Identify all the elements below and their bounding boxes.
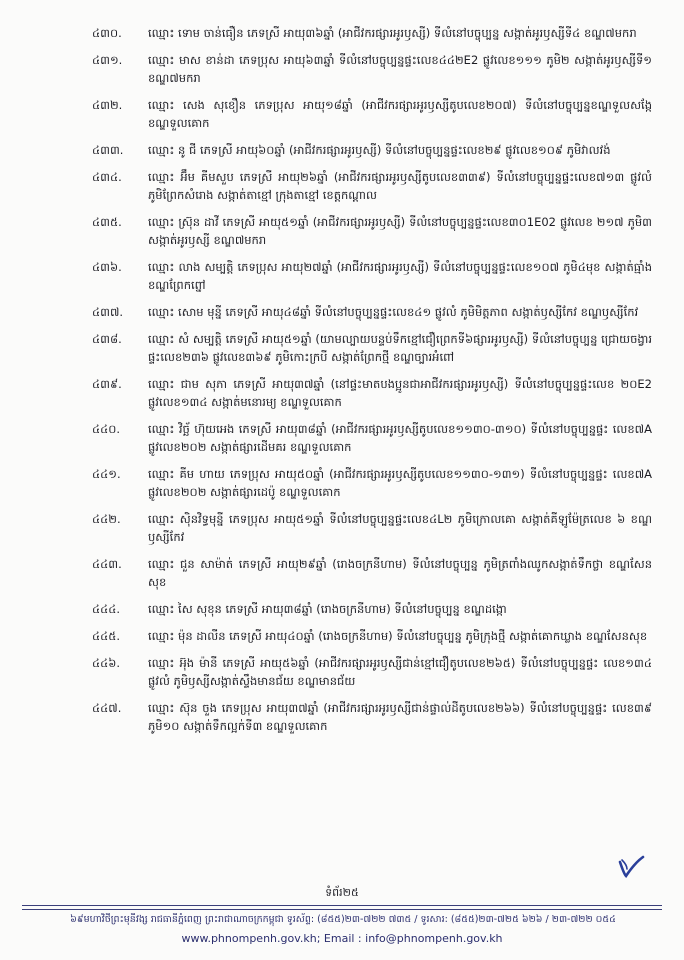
entry-text: ឈ្មោះ សេង សុខឿន ភេទប្រុស អាយុ១៨ឆ្នាំ (អាជីវករផ្សារអូរឫស្សីតូបលេខ២០៧) ទីលំនៅបច្ចុប្បន្នខណ្ឌទួលសង្កែ ខណ្ឌទួលគោក: [148, 98, 652, 130]
initial-signature: [616, 854, 646, 880]
entry-text: ឈ្មោះ វិច្ឆ័ ហ៊ុយអេង ភេទស្រី អាយុ៣៨ឆ្នាំ (អាជីវករផ្សារអូរឫស្សីតូបលេខ១១៣០-៣១០) ទីលំនៅបច្ចុប្បន្នផ្ទះ លេខ៧A ផ្លូវលេខ២០២ សង្កាត់ផ្សារដើមគរ ខណ្ឌទួលគោក: [148, 422, 652, 454]
list-item: [92, 51, 652, 87]
list-item: [92, 654, 652, 690]
entry-text: ឈ្មោះ ទោម ចាន់ធឿន ភេទស្រី អាយុ៣៦ឆ្នាំ (អាជីវករផ្សារអូរឫស្សី) ទីលំនៅបច្ចុប្បន្ន សង្កាត់អូរឫស្សីទី៤ ខណ្ឌ៧មករា: [148, 26, 637, 40]
entry-text: ឈ្មោះ ម៉ុន ដាលីន ភេទស្រី អាយុ៤០ឆ្នាំ (រោងចក្រនីហាម) ទីលំនៅបច្ចុប្បន្ន ភូមិក្រុងថ្មី សង្កាត់គោកឃ្លាង ខណ្ឌសែនសុខ: [148, 629, 648, 643]
entry-text: ឈ្មោះ ស៊ុន ចួង ភេទប្រុស អាយុ៣៧ឆ្នាំ (អាជីវករផ្សារអូរឫស្សីជាន់ផ្ទាល់ដីតូបលេខ២៦៦) ទីលំនៅបច្ចុប្បន្នផ្ទះ លេខ៣៩ ភូមិ១០ សង្កាត់ទឹកល្អក់ទី៣ ខណ្ឌទួលគោក: [148, 701, 652, 733]
list-item: [92, 168, 652, 204]
entry-number: ៤៣៩.: [92, 377, 122, 391]
entry-number: ៤៤៧.: [92, 701, 122, 715]
entry-text: ឈ្មោះ សំ សម្បត្តិ ភេទស្រី អាយុ៥១ឆ្នាំ (យាមល្បាយបន្ទប់ទឹកខ្មៅជឿព្រេកទី៦ផ្សារអូរឫស្សី) ទីលំនៅបច្ចុប្បន្ន ជ្រោយចង្វារ ផ្ទះលេខ២៣៦ ផ្លូវលេខ៣៦៩ ភូមិកោះក្របី សង្កាត់ព្រែកថ្មី ខណ្ឌច្បារអំពៅ: [148, 332, 652, 364]
entry-text: ឈ្មោះ នូ ជី ភេទស្រី អាយុ៦០ឆ្នាំ (អាជីវករផ្សារអូរឫស្សី) ទីលំនៅបច្ចុប្បន្នផ្ទះលេខ២៩ ផ្លូវលេខ១០៩ ភូមិវាលវង់: [148, 143, 611, 157]
entry-number: ៤៣០.: [92, 26, 122, 40]
list-item: [92, 465, 652, 501]
page-number: ទំព័រ២៥: [325, 886, 359, 899]
entry-text: ឈ្មោះ ស៊ិនវិទ្ធមុន្នី ភេទប្រុស អាយុ៥១ឆ្នាំ ទីលំនៅបច្ចុប្បន្នផ្ទះលេខ៤L២ ភូមិក្រោលគោ សង្កាត់គីឡូម៉ែត្រលេខ ៦ ខណ្ឌឫស្សីកែវ: [148, 512, 652, 544]
list-item: [92, 96, 652, 132]
entry-text: ឈ្មោះ ជួន សាម៉ាត់ ភេទស្រី អាយុ២៩ឆ្នាំ (រោងចក្រនីហាម) ទីលំនៅបច្ចុប្បន្ន ភូមិត្រពាំងឈូកសង្កាត់ទឹកថ្លា ខណ្ឌសែនសុខ: [148, 557, 652, 589]
list-item: [92, 627, 652, 645]
footer-contact: www.phnompenh.gov.kh; Email : info@phnompenh.gov.kh: [181, 932, 503, 945]
list-item: [92, 600, 652, 618]
entry-number: ៤៤៤.: [92, 602, 121, 616]
list-item: [92, 420, 652, 456]
entry-text: ឈ្មោះ អ៊ឹម គីមសួប ភេទស្រី អាយុ២៦ឆ្នាំ (អាជីវករផ្សារអូរឫស្សីតូបលេខ៣៣៩) ទីលំនៅបច្ចុប្បន្នផ្ទះលេខ៧១៣ ផ្លូវលំ ភូមិព្រែកសំរោង សង្កាត់តាខ្មៅ ក្រុងតាខ្មៅ ខេត្តកណ្ដាល: [148, 170, 652, 202]
entry-number: ៤៤១.: [92, 467, 121, 481]
entry-number: ៤៣៧.: [92, 305, 124, 319]
list-item: [92, 303, 652, 321]
entry-text: ឈ្មោះ ជាម សុភា ភេទស្រី អាយុ៣៧ឆ្នាំ (នៅផ្ទះមាតបងប្អូនជាអាជីវករផ្សារអូរឫស្សី) ទីលំនៅបច្ចុប្បន្នផ្ទះលេខ ២០E2 ផ្លូវលេខ១៣៤ សង្កាត់មនោរម្យ ខណ្ឌទួលគោក: [148, 377, 652, 409]
entry-number: ៤៤៣.: [92, 557, 122, 571]
entry-number: ៤៣៣.: [92, 143, 124, 157]
entry-number: ៤៣១.: [92, 53, 123, 67]
list-item: [92, 510, 652, 546]
entry-text: ឈ្មោះ សោម មុន្នី ភេទស្រី អាយុ៤៨ឆ្នាំ ទីលំនៅបច្ចុប្បន្នផ្ទះលេខ៤១ ផ្លូវលំ ភូមិមិត្តភាព សង្កាត់ឫស្សីកែវ ខណ្ឌឫស្សីកែវ: [148, 305, 639, 319]
entry-number: ៤៤២.: [92, 512, 121, 526]
list-item: [92, 555, 652, 591]
entry-number: ៤៤៦.: [92, 656, 121, 670]
list-item: [92, 24, 652, 42]
footer-divider-thin: [22, 909, 662, 910]
entry-number: ៤៤០.: [92, 422, 121, 436]
list-item: [92, 141, 652, 159]
entry-number: ៤៣២.: [92, 98, 123, 112]
entry-number: ៤៣៨.: [92, 332, 122, 346]
list-item: [92, 699, 652, 735]
entry-number: ៤៣៥.: [92, 215, 122, 229]
footer-address: ៦៩មហាវិថីព្រះមុនីវង្ស រាជធានីភ្នំពេញ ព្រះរាជាណាចក្រកម្ពុជា ទូរស័ព្ទ: (៨៥៥)២៣-៧២២ ៧៣៥ / ទូរសារ: (៨៥៥)២៣-៧២៥ ៦២៦ / ២៣-៧២២ ០៥៤: [70, 914, 616, 925]
entry-text: ឈ្មោះ សៃ សុខុន ភេទស្រី អាយុ៣៨ឆ្នាំ (រោងចក្រនីហាម) ទីលំនៅបច្ចុប្បន្ន ខណ្ឌដង្កោ: [148, 602, 507, 616]
list-item: [92, 258, 652, 294]
entry-number: ៤៤៥.: [92, 629, 121, 643]
entry-text: ឈ្មោះ មាស ខាន់ដា ភេទប្រុស អាយុ៦៣ឆ្នាំ ទីលំនៅបច្ចុប្បន្នផ្ទះលេខ៤៤២E2 ផ្លូវលេខ១១១ ភូមិ២ សង្កាត់អូរឫស្សីទី១ ខណ្ឌ៧មករា: [148, 53, 652, 85]
list-item: [92, 375, 652, 411]
entry-number: ៤៣៤.: [92, 170, 122, 184]
entry-text: ឈ្មោះ លាង សម្បត្តិ ភេទប្រុស អាយុ២៧ឆ្នាំ (អាជីវករផ្សារអូរឫស្សី) ទីលំនៅបច្ចុប្បន្នផ្ទះលេខ១០៧ ភូមិ៤មុខ សង្កាត់ធ្មាំង ខណ្ឌព្រែកព្នៅ: [148, 260, 652, 292]
entry-text: ឈ្មោះ គីម ហាយ ភេទប្រុស អាយុ៥០ឆ្នាំ (អាជីវករផ្សារអូរឫស្សីតូបលេខ១១៣០-១៣១) ទីលំនៅបច្ចុប្បន្នផ្ទះ លេខ៧A ផ្លូវលេខ២០២ សង្កាត់ផ្សារដេប៉ូ ខណ្ឌទួលគោក: [148, 467, 652, 499]
entry-list: [92, 24, 652, 744]
list-item: [92, 213, 652, 249]
entry-text: ឈ្មោះ ស្រ៊ុន ដាវី ភេទស្រី អាយុ៥១ឆ្នាំ (អាជីវករផ្សារអូរឫស្សី) ទីលំនៅបច្ចុប្បន្នផ្ទះលេខ៣០1E02 ផ្លូវលេខ ២១៧ ភូមិ៣ សង្កាត់អូរឫស្សី ខណ្ឌ៧មករា: [148, 215, 652, 247]
entry-text: ឈ្មោះ អ៊ុង ម៉ានី ភេទស្រី អាយុ៥៦ឆ្នាំ (អាជីវករផ្សារអូរឫស្សីជាន់ខ្មៅជឿតូបលេខ២៦៥) ទីលំនៅបច្ចុប្បន្នផ្ទះ លេខ១៣៤ ផ្លូវលំ ភូមិឫស្សីសង្កាត់ស្ទឹងមានជ័យ ខណ្ឌមានជ័យ: [148, 656, 652, 688]
list-item: [92, 330, 652, 366]
entry-number: ៤៣៦.: [92, 260, 122, 274]
footer-divider: [22, 905, 662, 906]
